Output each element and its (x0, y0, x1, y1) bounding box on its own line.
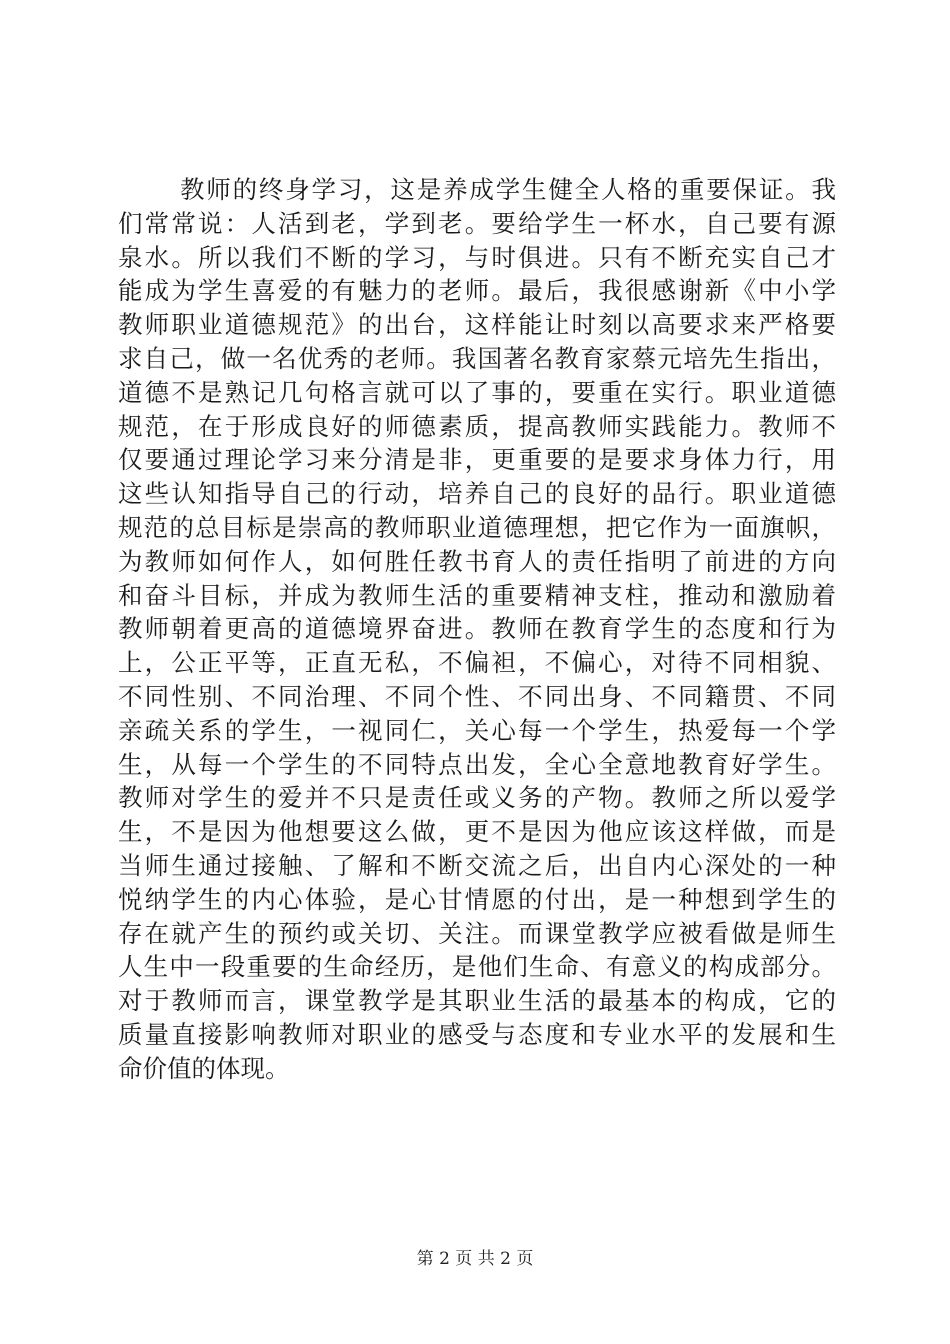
text-line: 生，不是因为他想要这么做，更不是因为他应该这样做，而是 (118, 817, 836, 847)
text-line: 规范的总目标是崇高的教师职业道德理想，把它作为一面旗帜， (118, 512, 836, 542)
body-paragraph (118, 173, 836, 1086)
text-line: 亲疏关系的学生，一视同仁，关心每一个学生，热爱每一个学 (118, 715, 836, 745)
text-line: 能成为学生喜爱的有魅力的老师。最后，我很感谢新《中小学 (118, 276, 836, 306)
text-line: 人生中一段重要的生命经历，是他们生命、有意义的构成部分。 (118, 952, 836, 982)
text-line: 对于教师而言，课堂教学是其职业生活的最基本的构成，它的 (118, 986, 836, 1016)
text-line: 上，公正平等，正直无私，不偏袒，不偏心，对待不同相貌、 (118, 648, 836, 678)
text-line: 当师生通过接触、了解和不断交流之后，出自内心深处的一种 (118, 850, 836, 880)
text-line: 规范，在于形成良好的师德素质，提高教师实践能力。教师不 (118, 411, 836, 441)
text-line: 质量直接影响教师对职业的感受与态度和专业水平的发展和生 (118, 1019, 836, 1049)
text-line: 泉水。所以我们不断的学习，与时俱进。只有不断充实自己才 (118, 242, 836, 272)
page-footer: 第 2 页 共 2 页 (416, 1249, 534, 1269)
text-line: 求自己，做一名优秀的老师。我国著名教育家蔡元培先生指出， (118, 343, 836, 373)
text-line: 存在就产生的预约或关切、关注。而课堂教学应被看做是师生 (118, 918, 836, 948)
text-line: 为教师如何作人，如何胜任教书育人的责任指明了前进的方向 (118, 546, 836, 576)
text-line: 教师对学生的爱并不只是责任或义务的产物。教师之所以爱学 (118, 783, 836, 813)
text-line: 悦纳学生的内心体验，是心甘情愿的付出，是一种想到学生的 (118, 884, 836, 914)
text-line: 教师朝着更高的道德境界奋进。教师在教育学生的态度和行为 (118, 614, 836, 644)
text-line: 们常常说：人活到老，学到老。要给学生一杯水，自己要有源 (118, 208, 836, 238)
text-line: 生，从每一个学生的不同特点出发，全心全意地教育好学生。 (118, 749, 836, 779)
text-line: 不同性别、不同治理、不同个性、不同出身、不同籍贯、不同 (118, 681, 836, 711)
text-line: 教师的终身学习，这是养成学生健全人格的重要保证。我 (180, 175, 836, 204)
text-line: 这些认知指导自己的行动，培养自己的良好的品行。职业道德 (118, 479, 836, 509)
text-line: 命价值的体现。 (118, 1053, 290, 1083)
text-line: 道德不是熟记几句格言就可以了事的，要重在实行。职业道德 (118, 377, 836, 407)
text-line: 教师职业道德规范》的出台，这样能让时刻以高要求来严格要 (118, 310, 836, 340)
text-line: 和奋斗目标，并成为教师生活的重要精神支柱，推动和激励着 (118, 580, 836, 610)
text-line: 仅要通过理论学习来分清是非，更重要的是要求身体力行，用 (118, 445, 836, 475)
